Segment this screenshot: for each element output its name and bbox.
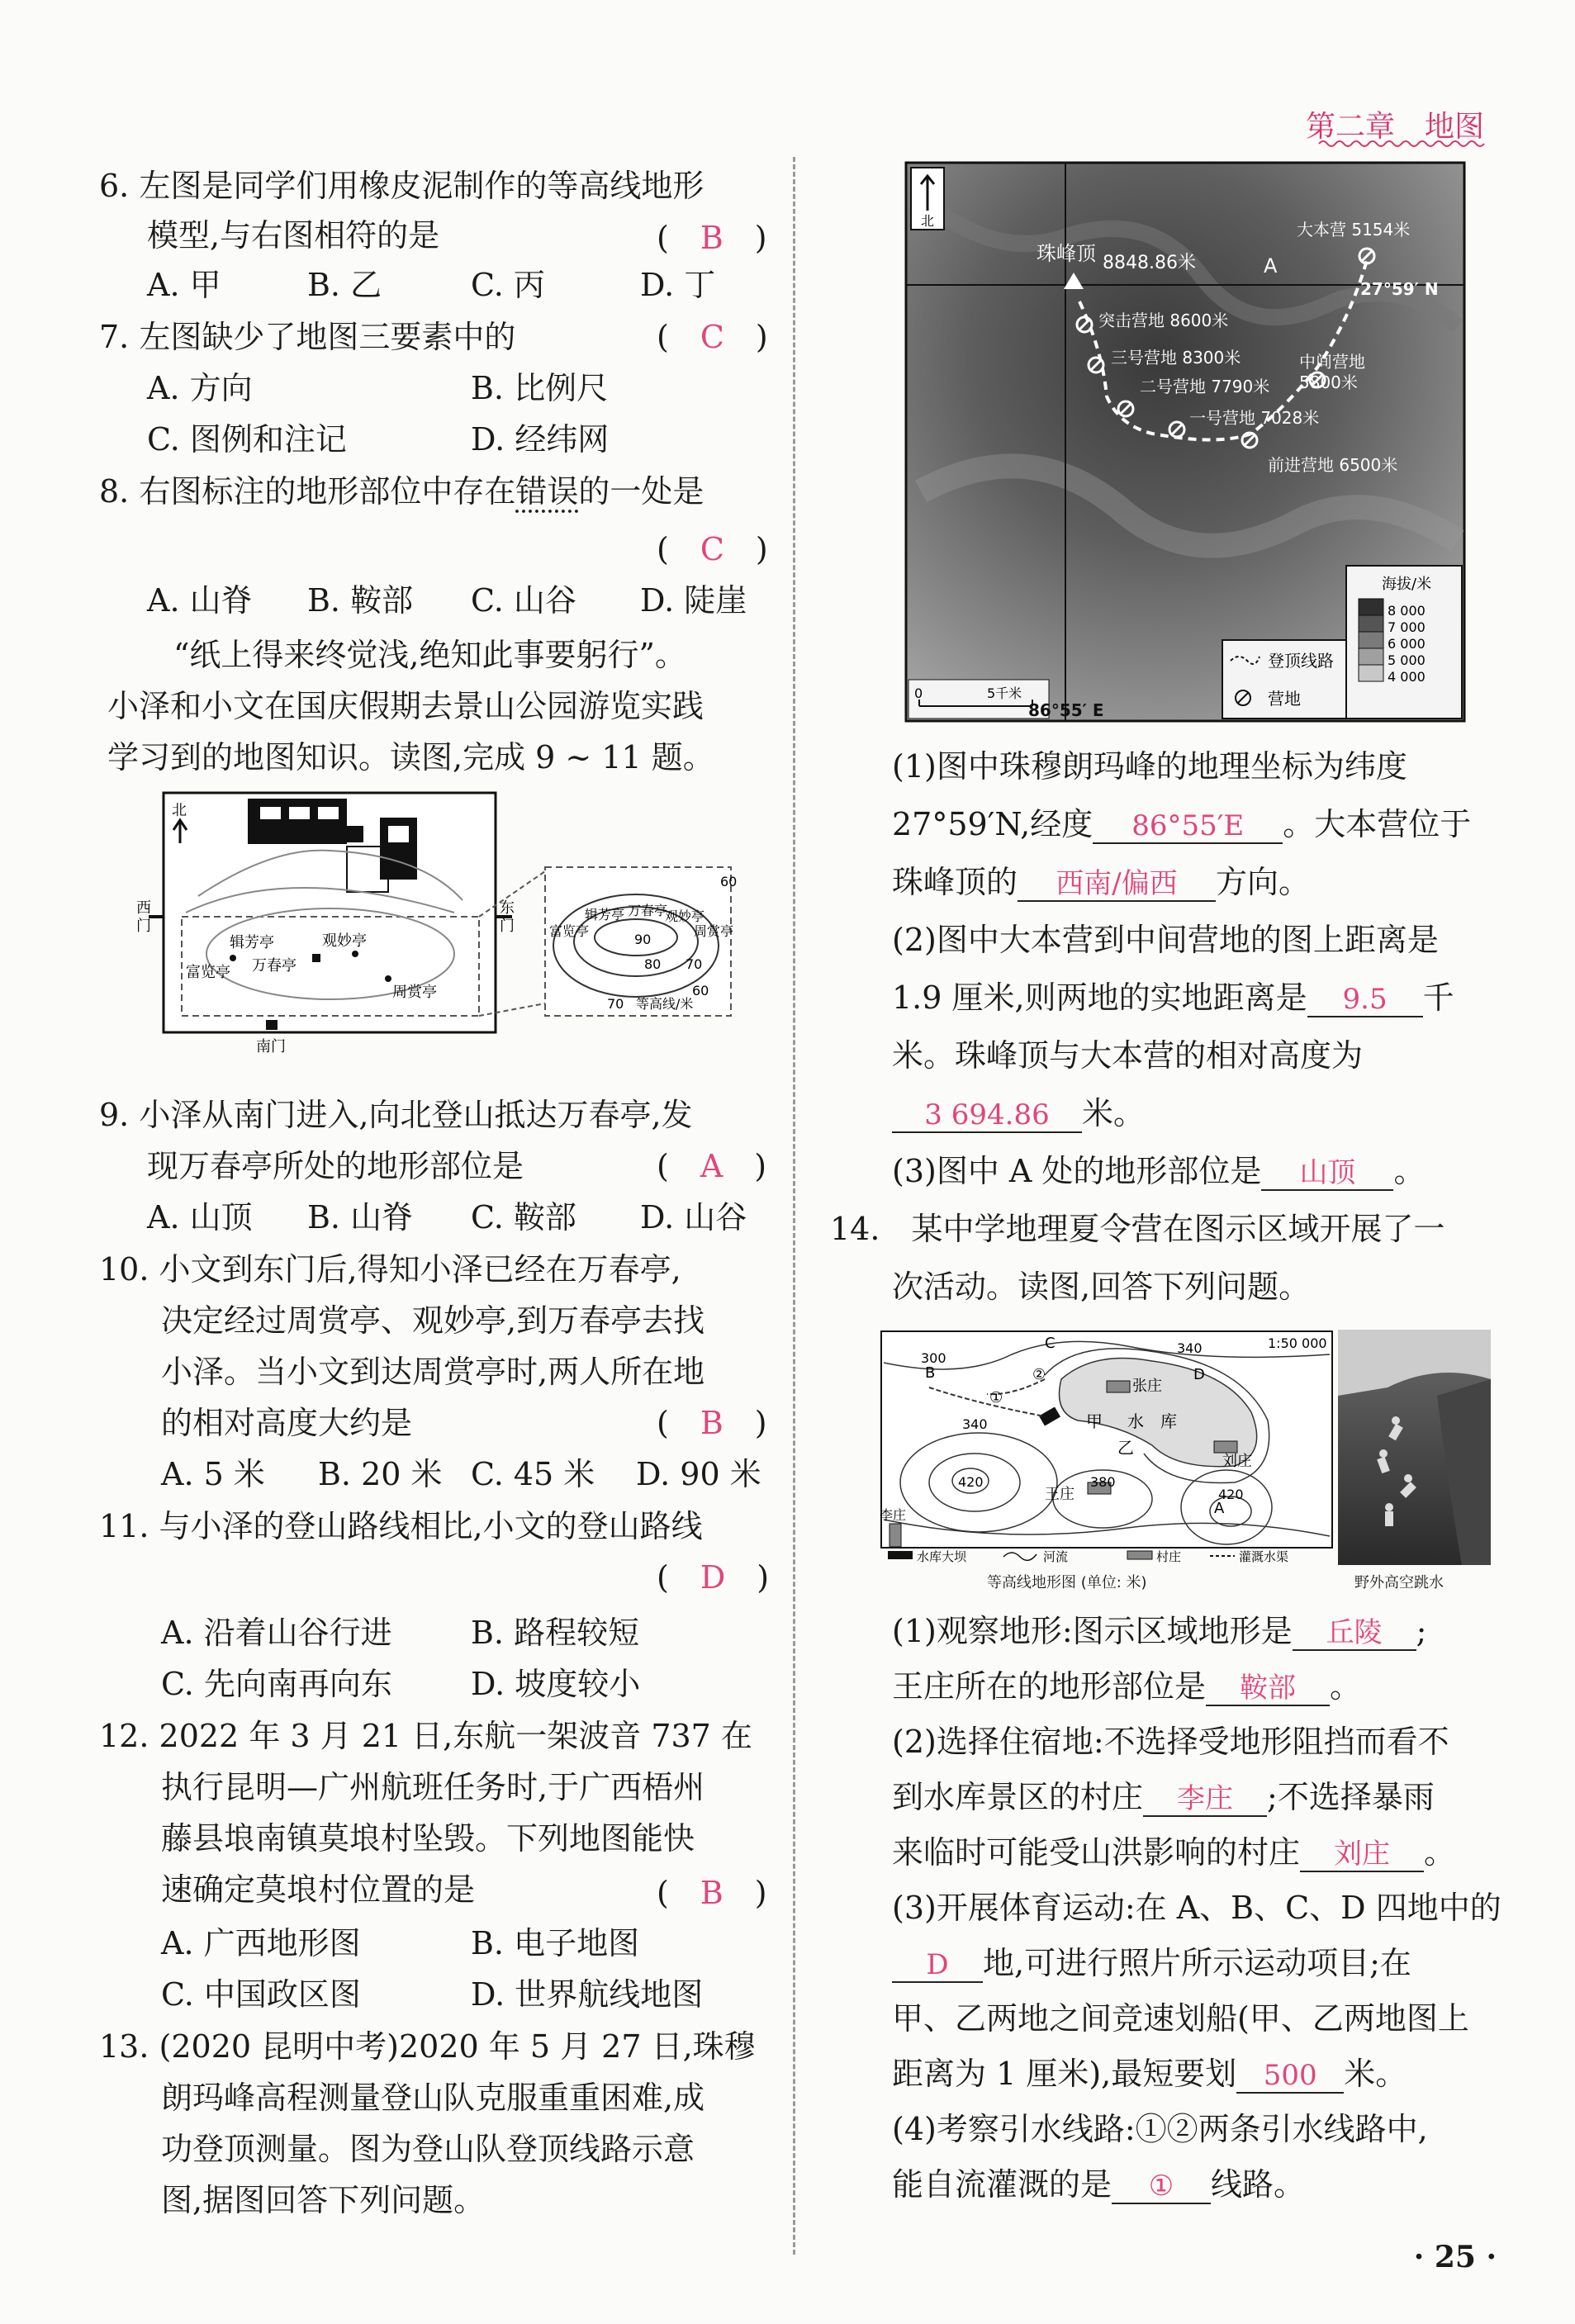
q13-longitude-answer: 86°55′E (1093, 809, 1283, 844)
q9-line1: 9. 小泽从南门进入,向北登山抵达万春亭,发 (99, 1097, 693, 1133)
q12-option-a: A. 广西地形图 (161, 1925, 361, 1961)
q14-sub2-line1: (2)选择住宿地:不选择受地形阻挡而看不 (892, 1724, 1449, 1760)
park-map (107, 789, 738, 1057)
q14-sub1-line2: 王庄所在的地形部位是 鞍部 。 (892, 1668, 1362, 1705)
q8-option-d: D. 陡崖 (640, 582, 747, 619)
q13-line3: 功登顶测量。图为登山队登顶线路示意 (161, 2131, 695, 2167)
svg-text:60: 60 (720, 874, 738, 889)
q11-option-a: A. 沿着山谷行进 (161, 1615, 392, 1651)
peak-elevation: 8848.86米 (1103, 253, 1196, 273)
elevation-legend-title: 海拔/米 (1382, 576, 1432, 593)
q9-option-c: C. 鞍部 (471, 1199, 576, 1236)
q14-village-flood-answer: 刘庄 (1300, 1838, 1424, 1872)
q6-option-a: A. 甲 (147, 267, 221, 303)
svg-text:4 000: 4 000 (1388, 669, 1426, 685)
q7-answer: ( C ) (657, 319, 768, 355)
q12-option-b: B. 电子地图 (471, 1925, 640, 1961)
scale-label: 5千米 (987, 685, 1022, 701)
q13-sub2-line1: (2)图中大本营到中间营地的图上距离是 (892, 922, 1439, 958)
q10-line4: 的相对高度大约是 (161, 1405, 413, 1441)
west-gate-label: 西 (136, 899, 151, 917)
q14-point-answer: D (892, 1948, 983, 1983)
q10-option-a: A. 5 米 (161, 1456, 265, 1492)
svg-text:D: D (1193, 1366, 1205, 1383)
q13-sub2-line3: 米。珠峰顶与大本营的相对高度为 (892, 1037, 1364, 1074)
svg-text:6 000: 6 000 (1388, 636, 1426, 652)
q7-option-a: A. 方向 (147, 370, 253, 406)
reservoir-map-caption: 等高线地形图 (单位: 米) (987, 1574, 1147, 1591)
q11-answer: ( D ) (657, 1559, 770, 1596)
svg-text:340: 340 (1177, 1340, 1203, 1356)
q12-answer: ( B ) (657, 1875, 767, 1911)
latitude-label: 27°59′ N (1360, 279, 1439, 299)
svg-text:河流: 河流 (1043, 1549, 1069, 1564)
q13-sub1-line2: 27°59′N,经度 86°55′E 。大本营位于 (892, 806, 1472, 842)
reservoir-contour-map (880, 1330, 1334, 1569)
q7-option-d: D. 经纬网 (471, 421, 610, 458)
q14-sub2-line2: 到水库景区的村庄 李庄 ;不选择暴雨 (892, 1779, 1435, 1815)
svg-text:420: 420 (958, 1474, 984, 1490)
q14-sub4-line2: 能自流灌溉的是 ① 线路。 (892, 2166, 1306, 2203)
svg-text:70: 70 (686, 956, 703, 972)
q8-line1: 8. 右图标注的地形部位中存在错误的一处是 (99, 473, 704, 510)
svg-text:突击营地 8600米: 突击营地 8600米 (1098, 311, 1229, 330)
q8-option-c: C. 山谷 (471, 582, 576, 619)
q14-terrain-answer: 丘陵 (1293, 1616, 1416, 1651)
q14-line2: 次活动。读图,回答下列问题。 (892, 1269, 1311, 1305)
longitude-label: 86°55′ E (1028, 700, 1104, 720)
svg-text:①: ① (989, 1389, 1003, 1406)
park-north-label: 北 (172, 802, 187, 819)
q13-height-answer: 3 694.86 (892, 1098, 1082, 1133)
q9-answer: ( A ) (657, 1148, 767, 1184)
q10-answer: ( B ) (657, 1405, 767, 1441)
intro-line3: 学习到的地图知识。读图,完成 9 ~ 11 题。 (107, 739, 714, 775)
q14-position-answer: 鞍部 (1206, 1672, 1330, 1706)
svg-text:刘庄: 刘庄 (1222, 1453, 1252, 1470)
svg-text:340: 340 (962, 1416, 988, 1432)
svg-text:380: 380 (1090, 1474, 1116, 1490)
reservoir-map-scale: 1:50 000 (1268, 1335, 1327, 1351)
q14-sub4-line1: (4)考察引水线路:①②两条引水线路中, (892, 2111, 1428, 2147)
diving-photo (1338, 1330, 1491, 1565)
q10-option-b: B. 20 米 (318, 1456, 443, 1492)
q12-line1: 12. 2022 年 3 月 21 日,东航一架波音 737 在 (99, 1718, 752, 1754)
q6-option-c: C. 丙 (471, 267, 545, 303)
svg-text:B: B (925, 1364, 936, 1382)
route-legend: 登顶线路 (1268, 651, 1334, 671)
q13-sub1-line3: 珠峰顶的 西南/偏西 方向。 (892, 864, 1311, 900)
svg-text:二号营地 7790米: 二号营地 7790米 (1140, 377, 1270, 396)
south-gate-label: 南门 (256, 1038, 286, 1055)
svg-text:90: 90 (634, 932, 652, 947)
svg-text:观妙亭: 观妙亭 (665, 908, 705, 924)
svg-text:周赏亭: 周赏亭 (392, 984, 437, 1001)
svg-text:门: 门 (500, 918, 515, 935)
q7-option-b: B. 比例尺 (471, 370, 609, 406)
svg-text:库: 库 (1160, 1411, 1177, 1431)
svg-text:②: ② (1032, 1366, 1046, 1383)
camp-legend: 营地 (1268, 689, 1301, 709)
svg-text:水库大坝: 水库大坝 (917, 1549, 967, 1564)
q6-answer: ( B ) (657, 220, 767, 256)
svg-text:灌溉水渠: 灌溉水渠 (1239, 1549, 1289, 1564)
q11-line1: 11. 与小泽的登山路线相比,小文的登山路线 (99, 1508, 703, 1544)
intro-line1: “纸上得来终觉浅,绝知此事要躬行”。 (173, 637, 686, 673)
q13-distance-answer: 9.5 (1307, 983, 1423, 1017)
q9-option-d: D. 山谷 (640, 1199, 747, 1236)
q9-option-b: B. 山脊 (307, 1199, 414, 1236)
q11-option-c: C. 先向南再向东 (161, 1666, 392, 1702)
svg-text:420: 420 (1218, 1487, 1244, 1502)
photo-caption: 野外高空跳水 (1354, 1574, 1444, 1591)
svg-text:一号营地 7028米: 一号营地 7028米 (1189, 408, 1320, 428)
chapter-title: 第二章 地图 (1305, 110, 1484, 144)
q14-sub3-line1: (3)开展体育运动:在 A、B、C、D 四地中的 (892, 1890, 1501, 1926)
svg-text:村庄: 村庄 (1156, 1549, 1182, 1564)
q10-option-d: D. 90 米 (636, 1456, 761, 1492)
q11-option-b: B. 路程较短 (471, 1615, 640, 1651)
q10-option-c: C. 45 米 (471, 1456, 595, 1492)
q11-option-d: D. 坡度较小 (471, 1666, 641, 1702)
q14-sub3-line3: 甲、乙两地之间竞速划船(甲、乙两地图上 (892, 2000, 1469, 2037)
svg-text:富览亭: 富览亭 (186, 964, 230, 981)
svg-text:5800米: 5800米 (1299, 372, 1358, 392)
point-a-label: A (1264, 254, 1278, 277)
svg-text:乙: 乙 (1117, 1438, 1134, 1458)
intro-line2: 小泽和小文在国庆假期去景山公园游览实践 (107, 688, 704, 724)
svg-text:300: 300 (921, 1350, 946, 1366)
q14-village-blocked-answer: 李庄 (1143, 1782, 1267, 1817)
q13-sub2-line2: 1.9 厘米,则两地的实地距离是 9.5 千 (892, 979, 1454, 1016)
q8-option-a: A. 山脊 (147, 582, 253, 619)
q12-line3: 藤县埌南镇莫埌村坠毁。下列地图能快 (161, 1820, 695, 1857)
svg-text:70: 70 (607, 996, 624, 1012)
svg-text:中间营地: 中间营地 (1299, 352, 1365, 372)
svg-text:水: 水 (1127, 1411, 1144, 1431)
svg-text:60: 60 (692, 983, 709, 998)
svg-text:A: A (1214, 1500, 1225, 1517)
svg-text:张庄: 张庄 (1132, 1378, 1162, 1395)
svg-text:王庄: 王庄 (1045, 1486, 1075, 1503)
base-camp-label: 大本营 5154米 (1297, 220, 1411, 240)
q14-canal-answer: ① (1112, 2170, 1211, 2204)
svg-text:辑芳亭: 辑芳亭 (230, 934, 274, 951)
svg-text:李庄: 李庄 (880, 1507, 907, 1523)
q10-line1: 10. 小文到东门后,得知小泽已经在万春亭, (99, 1251, 681, 1288)
q12-option-c: C. 中国政区图 (161, 1976, 361, 2013)
svg-text:80: 80 (644, 956, 662, 972)
q14-sub3-line2: D 地,可进行照片所示运动项目;在 (892, 1938, 1411, 1988)
q13-sub2-line4: 3 694.86 米。 (892, 1088, 1145, 1138)
svg-text:万春亭: 万春亭 (252, 957, 296, 975)
q6-option-b: B. 乙 (307, 267, 382, 303)
q14-line1: 14. 某中学地理夏令营在图示区域开展了一 (830, 1211, 1445, 1247)
q14-sub2-line3: 来临时可能受山洪影响的村庄 刘庄 。 (892, 1834, 1456, 1871)
q9-line2: 现万春亭所处的地形部位是 (147, 1148, 524, 1184)
q14-sub3-line4: 距离为 1 厘米),最短要划 500 米。 (892, 2056, 1407, 2092)
everest-route-map (904, 161, 1466, 723)
q12-option-d: D. 世界航线地图 (471, 1976, 704, 2013)
q14-sub1-line1: (1)观察地形:图示区域地形是 丘陵 ; (892, 1613, 1427, 1649)
svg-text:辑芳亭: 辑芳亭 (585, 907, 625, 922)
peak-label: 珠峰顶 (1037, 242, 1096, 265)
svg-text:C: C (1045, 1335, 1056, 1352)
q13-sub1-line1: (1)图中珠穆朗玛峰的地理坐标为纬度 (892, 748, 1407, 785)
q7-line1: 7. 左图缺少了地图三要素中的 (99, 319, 516, 355)
q6-line1: 6. 左图是同学们用橡皮泥制作的等高线地形 (99, 168, 704, 204)
q7-option-c: C. 图例和注记 (147, 421, 347, 458)
q13-line1: 13. (2020 昆明中考)2020 年 5 月 27 日,珠穆 (99, 2028, 756, 2065)
east-gate-label: 东 (500, 899, 515, 917)
svg-text:门: 门 (136, 918, 151, 935)
q9-option-a: A. 山顶 (147, 1199, 253, 1236)
q14-distance-answer: 500 (1236, 2059, 1344, 2094)
svg-text:周赏亭: 周赏亭 (694, 923, 734, 939)
q13-landform-answer: 山顶 (1261, 1156, 1393, 1191)
svg-text:7 000: 7 000 (1388, 619, 1426, 635)
q12-line2: 执行昆明—广州航班任务时,于广西梧州 (161, 1769, 705, 1805)
q13-line4: 图,据图回答下列问题。 (161, 2182, 486, 2218)
q6-line2: 模型,与右图相符的是 (147, 217, 440, 254)
q12-line4: 速确定莫埌村位置的是 (161, 1871, 476, 1908)
svg-text:5 000: 5 000 (1388, 652, 1426, 668)
svg-text:8 000: 8 000 (1388, 603, 1426, 619)
everest-north-label: 北 (921, 213, 935, 229)
park-contour-legend: 等高线/米 (636, 996, 694, 1012)
q8-answer: ( C ) (657, 531, 768, 567)
q13-line2: 朗玛峰高程测量登山队克服重重困难,成 (161, 2080, 705, 2116)
q13-direction-answer: 西南/偏西 (1018, 867, 1216, 902)
q10-line2: 决定经过周赏亭、观妙亭,到万春亭去找 (161, 1302, 705, 1339)
svg-text:观妙亭: 观妙亭 (322, 932, 367, 950)
q8-option-b: B. 鞍部 (307, 582, 414, 619)
svg-text:甲: 甲 (1086, 1411, 1103, 1431)
svg-text:前进营地 6500米: 前进营地 6500米 (1268, 455, 1398, 475)
q10-line3: 小泽。当小文到达周赏亭时,两人所在地 (161, 1354, 705, 1390)
svg-text:三号营地 8300米: 三号营地 8300米 (1111, 348, 1241, 368)
page-number: · 25 · (1413, 2240, 1497, 2274)
svg-text:万春亭: 万春亭 (628, 903, 668, 918)
column-divider (793, 157, 795, 2255)
q13-sub3: (3)图中 A 处的地形部位是 山顶 。 (892, 1153, 1426, 1189)
q6-option-d: D. 丁 (640, 267, 716, 303)
svg-text:0: 0 (914, 685, 923, 701)
svg-text:富览亭: 富览亭 (549, 923, 590, 939)
header-underline (1319, 139, 1484, 149)
